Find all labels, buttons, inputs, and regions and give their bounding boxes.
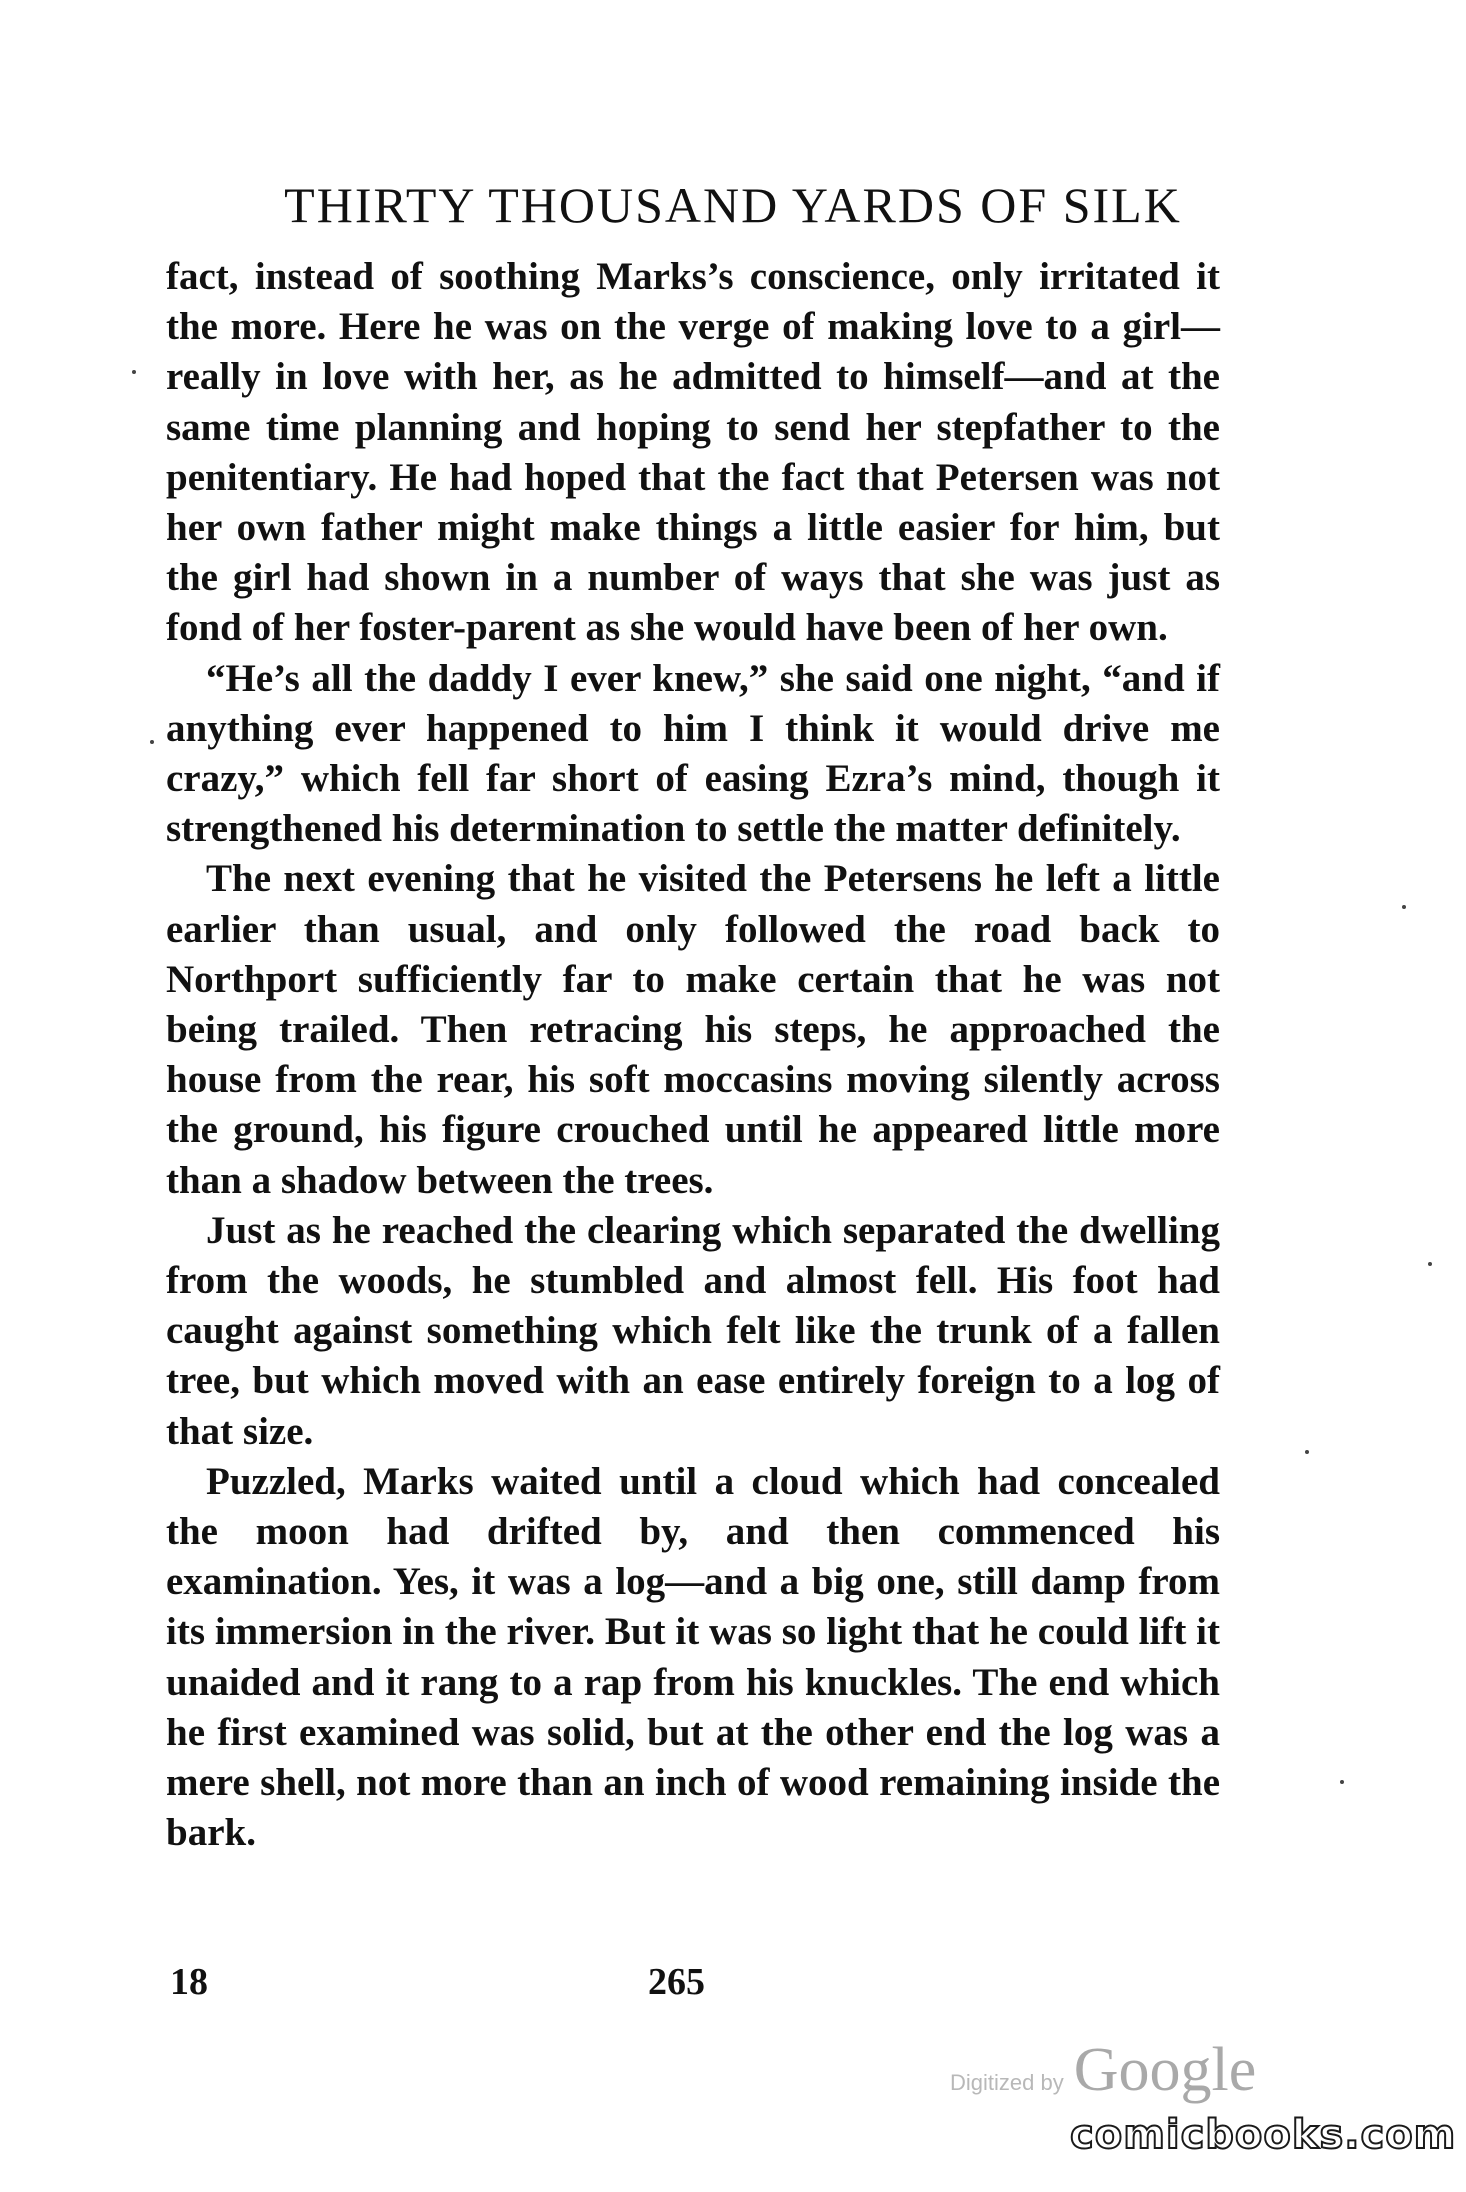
page-number: 265 [648,1961,705,2003]
dust-speck [150,740,154,744]
paragraph: “He’s all the daddy I ever knew,” she said one night, “and if anything ever happened to him I think it would drive me crazy,” which fell far short of easing Ezra’s mind, though it strengthened his determination to settle the matter definitely. [166,656,1220,851]
paragraph: The next evening that he visited the Petersens he left a little earlier than usual, and only followed the road back to Northport sufficiently far to make certain that he was not being trailed. Then retracing his steps, he approached the house from the rear, his soft moccasins moving silently across the ground, his figure crouched until he appeared little more than a shadow between the trees. [166,857,1220,1202]
site-watermark: comicbooks.com [1070,2112,1457,2158]
dust-speck [132,370,136,374]
signature-mark: 18 [170,1961,208,2003]
paragraph: Just as he reached the clearing which separated the dwelling from the woods, he stumbled and almost fell. His foot had caught against something which felt like the trunk of a fallen tree, but which moved with an ease entirely foreign to a log of that size. [166,1208,1220,1453]
google-logo: Google [1073,2036,1257,2104]
paragraph: fact, instead of soothing Marks’s conscience, only irritated it the more. Here he was on the verge of making love to a girl—really in love with her, as he admitted to himself—and at the same time planning and hoping to send her stepfather to the penitentiary. He had hoped that the fact that Petersen was not her own father might make things a little easier for him, but the girl had shown in a number of ways that she was just as fond of her foster-parent as she would have been of her own. [166,255,1220,650]
digitized-watermark [950,2035,1256,2106]
body-text [166,252,1220,1859]
dust-speck [1305,1450,1309,1454]
paragraph: Puzzled, Marks waited until a cloud which had concealed the moon had drifted by, and then commenced his examination. Yes, it was a log—and a big one, still damp from its immersion in the river. But it was so light that he could lift it unaided and it rang to a rap from his knuckles. The end which he first examined was solid, but at the other end the log was a mere shell, not more than an inch of wood remaining inside the bark. [166,1459,1220,1855]
running-title: THIRTY THOUSAND YARDS OF SILK [284,177,1182,233]
dust-speck [1428,1262,1432,1266]
digitized-label: Digitized by [950,2070,1064,2095]
dust-speck [1340,1780,1344,1784]
dust-speck [1402,905,1406,909]
